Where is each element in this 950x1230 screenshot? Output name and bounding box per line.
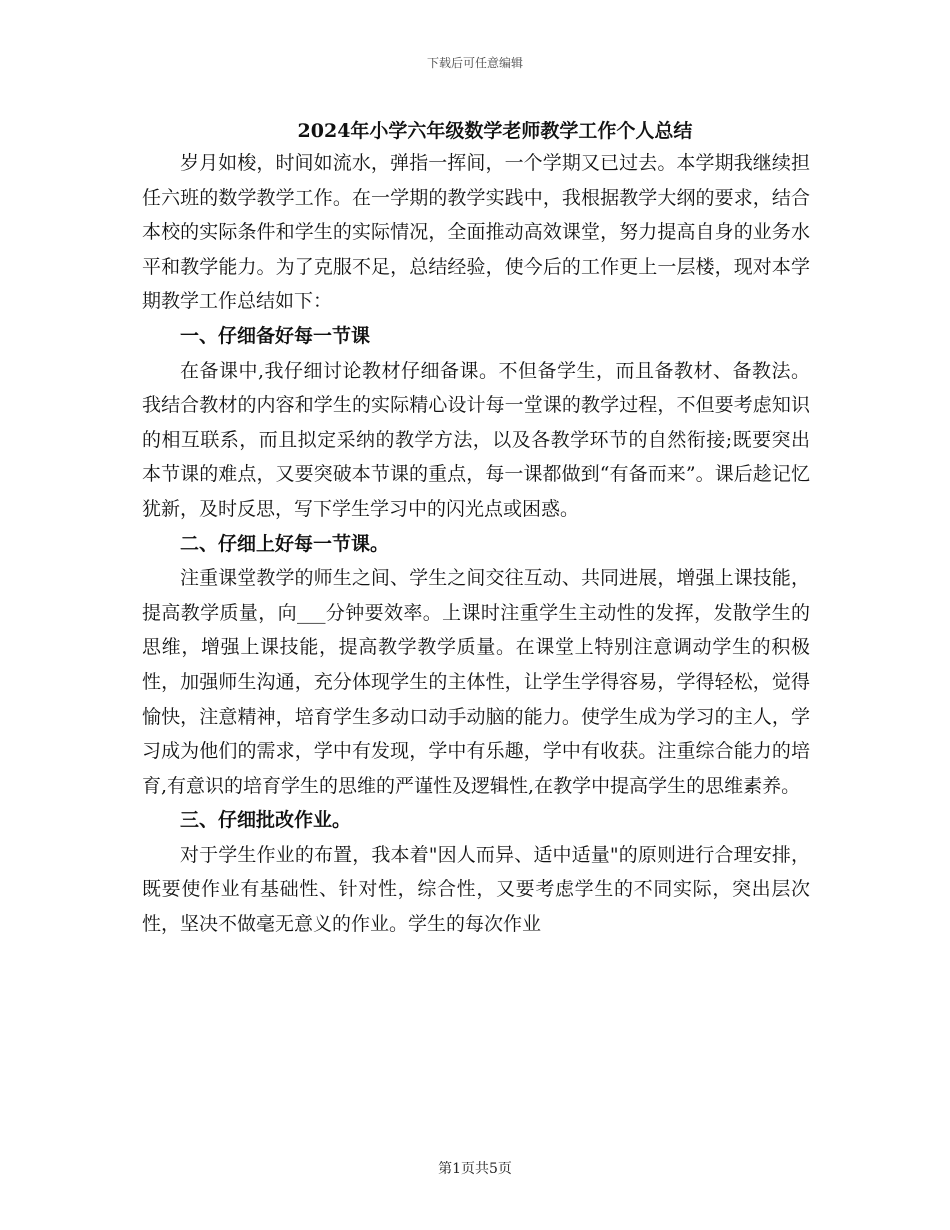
section-paragraph-2: 注重课堂教学的师生之间、学生之间交往互动、共同进展，增强上课技能，提高教学质量，向___分钟要效率。上课时注重学生主动性的发挥，发散学生的思维，增强上课技能，提高教学教学质量。在课堂上特别注意调动学生的积极性，加强师生沟通，充分体现学生的主体性，让学生学得容易，学得轻松，觉得愉快，注意精神，培育学生多动口动手动脑的能力。使学生成为学习的主人，学习成为他们的需求，学中有发现，学中有乐趣，学中有收获。注重综合能力的培育,有意识的培育学生的思维的严谨性及逻辑性,在教学中提高学生的思维素养。 — [142, 567, 810, 797]
header-note: 下载后可任意编辑 — [426, 56, 523, 70]
document-body — [142, 146, 810, 942]
section-heading-3: 三、仔细批改作业。 — [180, 809, 352, 832]
page-number: 第1页共5页 — [438, 1161, 512, 1177]
section-paragraph-1: 在备课中,我仔细讨论教材仔细备课。不但备学生，而且备教材、备教法。我结合教材的内容和学生的实际精心设计每一堂课的教学过程，不但要考虑知识的相互联系，而且拟定采纳的教学方法，以及各教学环节的自然衔接;既要突出本节课的难点，又要突破本节课的重点，每一课都做到“有备而来”。课后趁记忆犹新，及时反思，写下学生学习中的闪光点或困惑。 — [142, 359, 810, 520]
section-paragraph-3: 对于学生作业的布置，我本着"因人而异、适中适量"的原则进行合理安排，既要使作业有基础性、针对性，综合性，又要考虑学生的不同实际，突出层次性，坚决不做毫无意义的作业。学生的每次作业 — [142, 843, 810, 936]
intro-paragraph: 岁月如梭，时间如流水，弹指一挥间，一个学期又已过去。本学期我继续担任六班的数学教学工作。在一学期的教学实践中，我根据教学大纲的要求，结合本校的实际条件和学生的实际情况，全面推动高效课堂，努力提高自身的业务水平和教学能力。为了克服不足，总结经验，使今后的工作更上一层楼，现对本学期教学工作总结如下： — [142, 152, 810, 313]
section-heading-2: 二、仔细上好每一节课。 — [180, 532, 390, 555]
document-title: 2024年小学六年级数学老师教学工作个人总结 — [297, 120, 693, 142]
section-heading-1: 一、仔细备好每一节课 — [180, 324, 371, 347]
